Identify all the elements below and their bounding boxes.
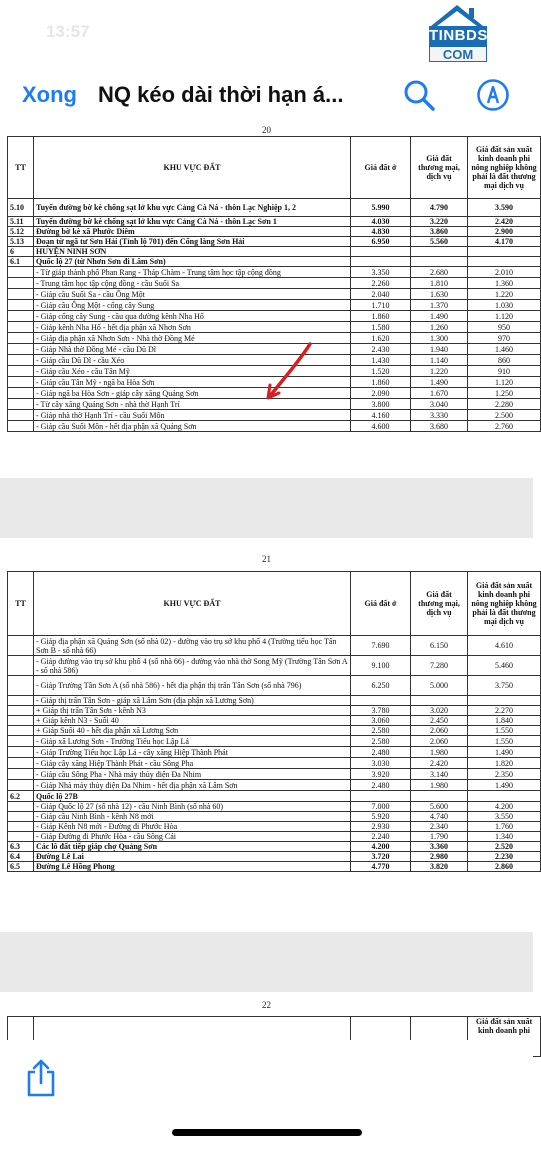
header-commercial: Giá đất thương mại, dịch vụ — [411, 572, 468, 636]
row-residential-price: 3.800 — [351, 399, 411, 410]
row-commercial-price: 1.980 — [411, 780, 468, 791]
row-area: HUYỆN NINH SƠN — [34, 247, 351, 257]
row-area: - Giáp Kênh N8 mới - Đường đi Phước Hòa — [34, 822, 351, 832]
row-residential-price: 2.090 — [351, 388, 411, 399]
table-row — [8, 410, 541, 421]
row-residential-price: 3.350 — [351, 267, 411, 278]
table-row — [8, 289, 541, 300]
row-area: - Giáp cầu Dũ Dĩ - cầu Xéo — [34, 355, 351, 366]
row-commercial-price: 2.060 — [411, 726, 468, 736]
row-commercial-price: 6.150 — [411, 636, 468, 656]
row-residential-price: 3.720 — [351, 852, 411, 862]
row-tt — [8, 780, 34, 791]
row-tt: 6.4 — [8, 852, 34, 862]
row-residential-price: 2.040 — [351, 289, 411, 300]
row-production-price: 2.230 — [468, 852, 541, 862]
row-production-price: 2.350 — [468, 769, 541, 780]
row-commercial-price: 5.600 — [411, 802, 468, 812]
row-area: Đoạn từ ngã tư Sơn Hải (Tỉnh lộ 701) đến Cổng làng Sơn Hải — [34, 237, 351, 247]
table-row — [8, 656, 541, 676]
header-commercial: Giá đất thương mại, dịch vụ — [411, 137, 468, 199]
row-tt — [8, 747, 34, 758]
row-residential-price: 4.600 — [351, 421, 411, 432]
table-header-row — [8, 137, 541, 199]
row-commercial-price: 5.560 — [411, 237, 468, 247]
row-area: - Giáp thị trấn Tân Sơn - giáp xã Lâm Sơn (địa phận xã Lương Sơn) — [34, 696, 351, 706]
row-residential-price: 1.710 — [351, 300, 411, 311]
table-row — [8, 278, 541, 289]
row-residential-price: 2.480 — [351, 747, 411, 758]
row-residential-price: 1.860 — [351, 311, 411, 322]
row-tt — [8, 355, 34, 366]
row-area: - Giáp xã Lương Sơn - Trường Tiểu học Lập Lá — [34, 736, 351, 747]
row-residential-price: 1.520 — [351, 366, 411, 377]
row-residential-price: 5.990 — [351, 199, 411, 217]
pdf-page-21 — [0, 538, 537, 932]
row-area: - Từ cây xăng Quảng Sơn - nhà thờ Hạnh Trí — [34, 399, 351, 410]
row-area: - Giáp ngã ba Hòa Sơn - giáp cây xăng Quảng Sơn — [34, 388, 351, 399]
row-commercial-price: 3.040 — [411, 399, 468, 410]
row-commercial-price: 4.740 — [411, 812, 468, 822]
row-area: + Giáp kênh N3 - Suối 40 — [34, 716, 351, 726]
row-area: - Giáp Trường Tân Sơn A (số nhà 586) - hết địa phận thị trấn Tân Sơn (số nhà 796) — [34, 676, 351, 696]
tinbds-watermark-logo — [421, 4, 493, 62]
row-commercial-price: 2.680 — [411, 267, 468, 278]
row-area: - Giáp cầu Ninh Bình - kênh N8 mới — [34, 812, 351, 822]
row-residential-price: 4.160 — [351, 410, 411, 421]
row-residential-price: 7.000 — [351, 802, 411, 812]
row-production-price: 2.420 — [468, 217, 541, 227]
row-area: - Giáp địa phận xã Nhơn Sơn - Nhà thờ Đồng Mé — [34, 333, 351, 344]
land-price-table — [7, 571, 541, 872]
table-row — [8, 421, 541, 432]
row-production-price: 1.220 — [468, 289, 541, 300]
row-commercial-price — [411, 791, 468, 802]
row-area: - Giáp Trường Tiểu học Lập Lá - cây xăng Hiệp Thành Phát — [34, 747, 351, 758]
row-production-price: 2.760 — [468, 421, 541, 432]
row-commercial-price: 2.340 — [411, 822, 468, 832]
row-production-price: 1.120 — [468, 311, 541, 322]
row-production-price: 2.010 — [468, 267, 541, 278]
row-area: Tuyến đường bờ kè chống sạt lở khu vực Cảng Cà Ná - thôn Lạc Nghiệp 1, 2 — [34, 199, 351, 217]
header-area: KHU VỰC ĐẤT — [34, 572, 351, 636]
row-area: - Giáp Quốc lộ 27 (số nhà 12) - cầu Ninh Bình (số nhà 60) — [34, 802, 351, 812]
row-area: - Giáp Nhà máy thủy điện Đa Nhim - hết địa phận xã Lâm Sơn — [34, 780, 351, 791]
row-commercial-price: 3.360 — [411, 842, 468, 852]
row-tt — [8, 636, 34, 656]
row-area: Tuyến đường bờ kè chống sạt lở khu vực Cảng Cà Ná - thôn Lạc Sơn 1 — [34, 217, 351, 227]
row-residential-price: 5.920 — [351, 812, 411, 822]
status-bar — [0, 0, 533, 62]
logo-line2: COM — [429, 46, 487, 62]
table-row — [8, 227, 541, 237]
row-production-price: 2.860 — [468, 862, 541, 872]
row-tt — [8, 399, 34, 410]
header-production: Giá đất sản xuất kinh doanh phi nông nghiệp không phải là đất thương mại dịch vụ — [468, 572, 541, 636]
row-tt — [8, 696, 34, 706]
row-area: - Giáp đường vào trụ sở khu phố 4 (số nhà 66) - đường vào nhà thờ Song Mỹ (Trường Tân Sơn A - số nhà 586) — [34, 656, 351, 676]
row-tt — [8, 421, 34, 432]
header-residential: Giá đất ở — [351, 572, 411, 636]
row-commercial-price: 3.020 — [411, 706, 468, 716]
table-row — [8, 726, 541, 736]
row-production-price: 1.460 — [468, 344, 541, 355]
row-production-price: 1.030 — [468, 300, 541, 311]
table-row — [8, 758, 541, 769]
row-residential-price: 2.480 — [351, 780, 411, 791]
row-commercial-price: 2.060 — [411, 736, 468, 747]
row-commercial-price: 5.000 — [411, 676, 468, 696]
row-production-price: 5.460 — [468, 656, 541, 676]
row-residential-price: 4.030 — [351, 217, 411, 227]
row-commercial-price: 1.940 — [411, 344, 468, 355]
row-area: - Giáp Đường đi Phước Hòa - cầu Sông Cái — [34, 832, 351, 842]
row-residential-price: 1.860 — [351, 377, 411, 388]
row-production-price: 2.500 — [468, 410, 541, 421]
row-commercial-price: 1.260 — [411, 322, 468, 333]
share-icon[interactable] — [24, 1058, 58, 1098]
table-row — [8, 217, 541, 227]
row-tt — [8, 736, 34, 747]
page-number: 20 — [262, 125, 271, 135]
row-tt — [8, 344, 34, 355]
header-production: Giá đất sản xuất kinh doanh phi nông nghiệp không phải là đất thương mại dịch vụ — [468, 137, 541, 199]
row-commercial-price: 1.980 — [411, 747, 468, 758]
row-commercial-price — [411, 257, 468, 267]
row-commercial-price: 4.790 — [411, 199, 468, 217]
row-tt — [8, 706, 34, 716]
row-residential-price: 3.780 — [351, 706, 411, 716]
header-residential: Giá đất ở — [351, 137, 411, 199]
row-commercial-price: 3.820 — [411, 862, 468, 872]
row-production-price: 910 — [468, 366, 541, 377]
table-row — [8, 322, 541, 333]
row-commercial-price — [411, 696, 468, 706]
table-row — [8, 832, 541, 842]
row-tt — [8, 676, 34, 696]
row-area: - Giáp cầu Suối Môn - hết địa phận xã Quảng Sơn — [34, 421, 351, 432]
row-tt: 5.10 — [8, 199, 34, 217]
row-production-price: 1.340 — [468, 832, 541, 842]
row-residential-price: 2.580 — [351, 726, 411, 736]
row-tt — [8, 656, 34, 676]
row-production-price: 3.550 — [468, 812, 541, 822]
row-production-price: 3.750 — [468, 676, 541, 696]
row-commercial-price: 3.140 — [411, 769, 468, 780]
header-production: Giá đất sản xuất kinh doanh phi — [468, 1017, 541, 1057]
table-row — [8, 311, 541, 322]
row-area: - Giáp kênh Nha Hố - hết địa phận xã Nhơn Sơn — [34, 322, 351, 333]
row-area: - Giáp cây xăng Hiệp Thành Phát - cầu Sông Pha — [34, 758, 351, 769]
row-residential-price: 2.930 — [351, 822, 411, 832]
row-area: - Giáp cầu Ông Một - cổng cây Sung — [34, 300, 351, 311]
row-production-price: 1.250 — [468, 388, 541, 399]
row-commercial-price: 3.680 — [411, 421, 468, 432]
row-residential-price: 1.430 — [351, 355, 411, 366]
row-production-price — [468, 696, 541, 706]
row-area: Đường bờ kè xã Phước Diêm — [34, 227, 351, 237]
page-number: 22 — [262, 1000, 271, 1010]
row-residential-price: 2.580 — [351, 736, 411, 747]
status-time: 13:57 — [46, 22, 90, 41]
table-row — [8, 736, 541, 747]
row-production-price: 1.840 — [468, 716, 541, 726]
row-area: Quốc lộ 27B — [34, 791, 351, 802]
row-tt — [8, 333, 34, 344]
document-viewer[interactable] — [0, 125, 537, 1040]
row-tt: 6.5 — [8, 862, 34, 872]
row-production-price: 1.820 — [468, 758, 541, 769]
row-residential-price: 1.580 — [351, 322, 411, 333]
row-commercial-price: 3.220 — [411, 217, 468, 227]
row-area: Đường Lê Hồng Phong — [34, 862, 351, 872]
pdf-page-20 — [0, 125, 537, 478]
row-area: Quốc lộ 27 (từ Nhơn Sơn đi Lâm Sơn) — [34, 257, 351, 267]
row-tt — [8, 812, 34, 822]
row-commercial-price: 1.790 — [411, 832, 468, 842]
table-row — [8, 862, 541, 872]
row-commercial-price: 1.670 — [411, 388, 468, 399]
row-tt — [8, 311, 34, 322]
table-row — [8, 791, 541, 802]
row-area: - Giáp cổng cây Sung - cầu qua đường kênh Nha Hố — [34, 311, 351, 322]
done-button[interactable]: Xong — [22, 82, 77, 107]
row-area: + Giáp Suối 40 - hết địa phận xã Lương Sơn — [34, 726, 351, 736]
row-tt: 5.12 — [8, 227, 34, 237]
table-row — [8, 267, 541, 278]
row-residential-price: 1.620 — [351, 333, 411, 344]
table-row — [8, 300, 541, 311]
row-tt — [8, 377, 34, 388]
bottom-toolbar — [0, 1040, 533, 1152]
row-tt — [8, 322, 34, 333]
row-area: + Giáp thị trấn Tân Sơn - kênh N3 — [34, 706, 351, 716]
red-annotation-arrow — [262, 340, 314, 402]
row-residential-price: 9.100 — [351, 656, 411, 676]
nav-bar — [0, 62, 533, 128]
table-row — [8, 247, 541, 257]
row-tt: 5.11 — [8, 217, 34, 227]
table-row — [8, 716, 541, 726]
row-production-price: 1.550 — [468, 736, 541, 747]
row-production-price: 2.270 — [468, 706, 541, 716]
row-commercial-price — [411, 247, 468, 257]
row-commercial-price: 2.420 — [411, 758, 468, 769]
row-residential-price — [351, 247, 411, 257]
row-tt — [8, 769, 34, 780]
row-commercial-price: 7.280 — [411, 656, 468, 676]
table-row — [8, 636, 541, 656]
row-area: - Giáp cầu Suối Sa - cầu Ông Một — [34, 289, 351, 300]
row-tt — [8, 410, 34, 421]
row-production-price: 3.590 — [468, 199, 541, 217]
row-commercial-price: 2.980 — [411, 852, 468, 862]
table-row — [8, 842, 541, 852]
row-residential-price — [351, 696, 411, 706]
row-area: Các lô đất tiếp giáp chợ Quảng Sơn — [34, 842, 351, 852]
search-icon[interactable] — [402, 78, 436, 112]
table-row — [8, 706, 541, 716]
row-tt — [8, 300, 34, 311]
row-tt — [8, 289, 34, 300]
row-commercial-price: 3.860 — [411, 227, 468, 237]
row-production-price: 1.120 — [468, 377, 541, 388]
table-row — [8, 237, 541, 247]
logo-line1: TINBDS — [429, 27, 488, 44]
row-residential-price: 3.030 — [351, 758, 411, 769]
home-indicator[interactable] — [172, 1129, 362, 1136]
row-residential-price: 3.060 — [351, 716, 411, 726]
row-tt: 6.2 — [8, 791, 34, 802]
row-commercial-price: 1.370 — [411, 300, 468, 311]
row-commercial-price: 1.300 — [411, 333, 468, 344]
row-production-price: 1.490 — [468, 780, 541, 791]
row-area: - Giáp cầu Sông Pha - Nhà máy thủy điện Đa Nhim — [34, 769, 351, 780]
row-residential-price: 6.250 — [351, 676, 411, 696]
table-row — [8, 852, 541, 862]
row-area: - Giáp nhà thờ Hạnh Trí - cầu Suối Môn — [34, 410, 351, 421]
row-production-price — [468, 247, 541, 257]
row-production-price: 950 — [468, 322, 541, 333]
table-row — [8, 696, 541, 706]
row-area: Đường Lê Lai — [34, 852, 351, 862]
document-title: NQ kéo dài thời hạn á... — [98, 82, 344, 107]
row-tt — [8, 726, 34, 736]
table-row — [8, 822, 541, 832]
header-tt: TT — [8, 572, 34, 636]
page-number: 21 — [262, 554, 271, 564]
row-tt — [8, 758, 34, 769]
row-area: - Giáp địa phận xã Quảng Sơn (số nhà 02) - đường vào trụ sở khu phố 4 (Trường tiểu học Tân Sơn B - số nhà 66) — [34, 636, 351, 656]
row-residential-price: 2.240 — [351, 832, 411, 842]
row-tt — [8, 278, 34, 289]
row-production-price: 1.760 — [468, 822, 541, 832]
row-tt — [8, 832, 34, 842]
row-production-price: 4.170 — [468, 237, 541, 247]
row-area: - Trung tâm học tập cộng đồng - cầu Suối Sa — [34, 278, 351, 289]
row-residential-price: 4.770 — [351, 862, 411, 872]
markup-pen-icon[interactable] — [476, 78, 510, 112]
row-production-price: 2.520 — [468, 842, 541, 852]
row-production-price: 970 — [468, 333, 541, 344]
row-tt: 5.13 — [8, 237, 34, 247]
row-commercial-price: 1.490 — [411, 377, 468, 388]
table-row — [8, 747, 541, 758]
row-area: - Giáp cầu Xéo - cầu Tân Mỹ — [34, 366, 351, 377]
table-row — [8, 769, 541, 780]
row-area: - Từ giáp thành phố Phan Rang - Tháp Chàm - Trung tâm học tập cộng đồng — [34, 267, 351, 278]
table-row — [8, 802, 541, 812]
row-commercial-price: 3.330 — [411, 410, 468, 421]
row-commercial-price: 2.450 — [411, 716, 468, 726]
row-residential-price — [351, 257, 411, 267]
table-row — [8, 812, 541, 822]
row-residential-price: 7.690 — [351, 636, 411, 656]
table-row — [8, 257, 541, 267]
row-production-price: 1.360 — [468, 278, 541, 289]
table-row — [8, 199, 541, 217]
row-production-price: 2.280 — [468, 399, 541, 410]
table-header-row — [8, 572, 541, 636]
row-production-price: 1.550 — [468, 726, 541, 736]
header-area: KHU VỰC ĐẤT — [34, 137, 351, 199]
row-tt: 6.3 — [8, 842, 34, 852]
row-commercial-price: 1.630 — [411, 289, 468, 300]
row-production-price: 4.610 — [468, 636, 541, 656]
table-row — [8, 676, 541, 696]
row-commercial-price: 1.810 — [411, 278, 468, 289]
table-row — [8, 780, 541, 791]
row-tt: 6.1 — [8, 257, 34, 267]
row-tt — [8, 267, 34, 278]
row-tt: 6 — [8, 247, 34, 257]
row-tt — [8, 802, 34, 812]
row-residential-price: 2.260 — [351, 278, 411, 289]
row-residential-price: 4.830 — [351, 227, 411, 237]
row-production-price — [468, 257, 541, 267]
row-area: - Giáp Nhà thờ Đồng Mé - cầu Dũ Dĩ — [34, 344, 351, 355]
row-area: - Giáp cầu Tân Mỹ - ngã ba Hòa Sơn — [34, 377, 351, 388]
row-residential-price: 4.200 — [351, 842, 411, 852]
row-production-price — [468, 791, 541, 802]
row-production-price: 4.200 — [468, 802, 541, 812]
row-tt — [8, 822, 34, 832]
row-residential-price — [351, 791, 411, 802]
row-tt — [8, 716, 34, 726]
row-production-price: 860 — [468, 355, 541, 366]
row-residential-price: 6.950 — [351, 237, 411, 247]
row-production-price: 1.490 — [468, 747, 541, 758]
row-commercial-price: 1.140 — [411, 355, 468, 366]
row-production-price: 2.900 — [468, 227, 541, 237]
row-residential-price: 3.920 — [351, 769, 411, 780]
row-tt — [8, 388, 34, 399]
header-tt: TT — [8, 137, 34, 199]
row-commercial-price: 1.490 — [411, 311, 468, 322]
row-commercial-price: 1.220 — [411, 366, 468, 377]
row-residential-price: 2.430 — [351, 344, 411, 355]
row-tt — [8, 366, 34, 377]
